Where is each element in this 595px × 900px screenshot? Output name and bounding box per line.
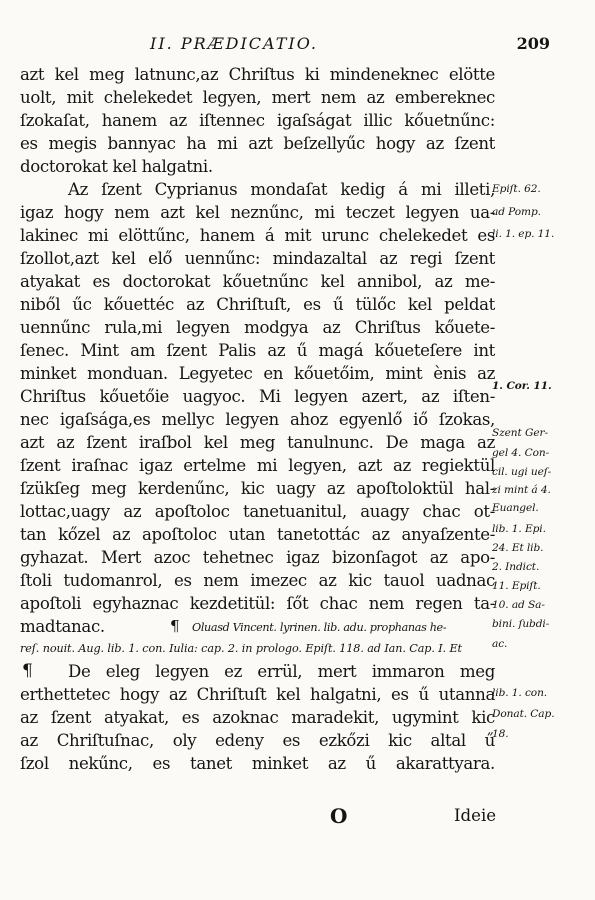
text-line: Chriſtus kőuetőie uagyoc. Mi legyen azert, az iſten- (20, 387, 495, 406)
text-line: niből űc kőuettéc az Chriſtuſt, es ű tülőc kel peldat (20, 295, 495, 314)
margin-note: cil. ugi ueſ- (492, 466, 552, 478)
margin-note: ad Pomp. (492, 206, 541, 218)
text-line: lottac,uagy az apoſtoloc tanetuanitul, auagy chac ot- (20, 502, 495, 521)
margin-note: 10. ad Sa- (492, 599, 545, 611)
text-line: ſzollot,azt kel elő uennűnc: mindazaltal az regi ſzent (20, 249, 495, 268)
text-line: az ſzent atyakat, es azoknac maradekit, ugymint kic (20, 708, 495, 727)
text-line: minket monduan. Legyetec en kőuetőim, mint ènis az (20, 364, 495, 383)
main-text (20, 63, 495, 775)
margin-note: li. 1. ep. 11. (492, 228, 555, 240)
text-line: uennűnc rula,mi legyen modgya az Chriſtus kőuete- (20, 318, 495, 337)
margin-note: zi mint á 4. (492, 484, 551, 496)
pilcrow-icon: ¶ (22, 661, 33, 681)
text-line: ſtoli tudomanrol, es nem imezec az kic tauol uadnac (20, 571, 495, 590)
margin-note: ac. (492, 638, 508, 650)
text-line: azt kel meg latnunc,az Chriſtus ki mindeneknec elötte (20, 65, 495, 84)
margin-note: Szent Ger- (492, 427, 548, 439)
margin-note: 24. Et lib. (492, 542, 544, 554)
margin-note: 1. Cor. 11. (492, 380, 552, 392)
margin-note: 18. (492, 728, 509, 740)
text-line: igaz hogy nem azt kel neznűnc, mi teczet legyen ua- (20, 203, 495, 222)
text-line: ſenec. Mint am ſzent Palis az ű magá kőueteſere int (20, 341, 495, 360)
pilcrow-icon: ¶ (170, 617, 180, 635)
running-header (150, 34, 550, 54)
margin-note: Donat. Cap. (492, 708, 555, 720)
text-line: lakinec mi elöttűnc, hanem á mit urunc chelekedet es (20, 226, 495, 245)
margin-note: 2. Indict. (492, 561, 540, 573)
text-line: az Chriſtuſnac, oly edeny es ezkőzi kic altal ű (20, 731, 495, 750)
margin-note: Euangel. (492, 502, 539, 514)
sidenote-line: Oluasd Vincent. lyrinen. lib. adu. prophanas he- (192, 621, 447, 634)
text-line: nec igaſsága,es mellyc legyen ahoz egyenlő iő ſzokas, (20, 410, 495, 429)
text-line: erthettetec hogy az Chriſtuſt kel halgatni, es ű utanna (20, 685, 495, 704)
text-line: ſzol nekűnc, es tanet minket az ű akarattyara. (20, 754, 495, 773)
catchword-initial: O (330, 804, 348, 828)
text-line: ſzükſeg meg kerdenűnc, kic uagy az apoſtoloktül hal- (20, 479, 495, 498)
text-line: ſzent iraſnac igaz ertelme mi legyen, azt az regiektül (20, 456, 495, 475)
margin-note: lib. 1. con. (492, 687, 548, 699)
text-line: doctorokat kel halgatni. (20, 157, 213, 176)
margin-note: gel 4. Con- (492, 447, 550, 459)
text-line: es megis bannyac ha mi azt beſzellyűc hogy az ſzent (20, 134, 495, 153)
running-title: II. PRÆDICATIO. (150, 34, 318, 53)
text-line: tan kőzel az apoſtoloc utan tanetottác az anyaſzente- (20, 525, 495, 544)
text-line: Az ſzent Cyprianus mondaſat kedig á mi illeti, (68, 180, 495, 199)
page-number: 209 (516, 34, 550, 53)
text-line: atyakat es doctorokat kőuetnűnc kel annibol, az me- (20, 272, 495, 291)
margin-note: bini. ſubdi- (492, 618, 550, 630)
text-fragment: De eleg legyen ez errül, mert immaron meg (68, 662, 495, 681)
sidenote-line-full: reſ. nouit. Aug. lib. 1. con. Iulia: cap. 2. in prologo. Epiſt. 118. ad Ian. Cap. I. Et (20, 642, 462, 655)
text-fragment: madtanac. (20, 617, 105, 636)
text-line: azt az ſzent iraſbol kel meg tanulnunc. De maga az (20, 433, 495, 452)
catchword: Ideie (454, 806, 497, 825)
text-line: gyhazat. Mert azoc tehetnec igaz bizonſagot az apo- (20, 548, 495, 567)
margin-note: Epiſt. 62. (492, 183, 541, 195)
text-line: ſzokaſat, hanem az iſtennec igaſságat illic kőuetnűnc: (20, 111, 495, 130)
margin-note: 11. Epiſt. (492, 580, 541, 592)
text-line: uolt, mit chelekedet legyen, mert nem az embereknec (20, 88, 495, 107)
margin-note: lib. 1. Epi. (492, 523, 546, 535)
text-line (20, 660, 495, 683)
text-line: apoſtoli egyhaznac kezdetitül: ſőt chac nem regen ta- (20, 594, 495, 613)
text-line (20, 615, 495, 638)
